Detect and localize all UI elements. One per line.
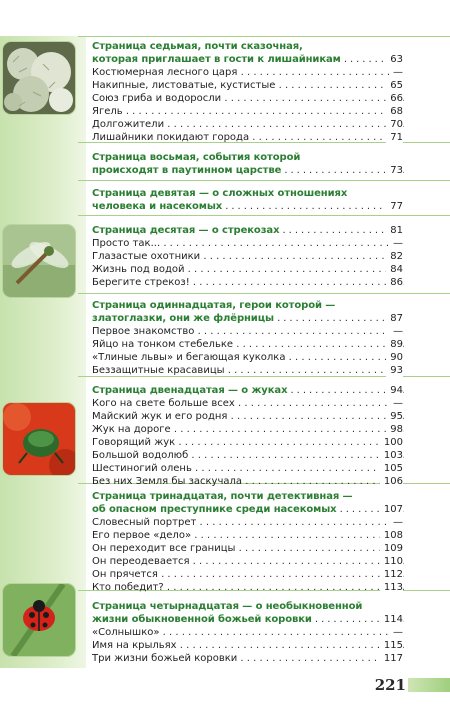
- toc-page-number: 94: [386, 384, 403, 397]
- toc-entry: Ягель . . .: [92, 105, 404, 118]
- toc-page-number: 77: [386, 200, 403, 213]
- toc-entry: «Солнышко» . . .: [92, 626, 404, 639]
- section-divider: [78, 36, 450, 37]
- toc-entry: Кого на свете больше всех . . .: [92, 397, 404, 410]
- toc-page-number: 108: [380, 529, 403, 542]
- toc-entry: Лишайники покидают города . . .: [92, 131, 404, 144]
- toc-page-number: —: [389, 626, 403, 639]
- toc-entry: Просто так... . . .: [92, 237, 404, 250]
- toc-page-number: 100: [380, 436, 403, 449]
- toc-entry: Его первое «дело» . . .: [92, 529, 404, 542]
- toc-entry: Долгожители . . .: [92, 118, 404, 131]
- page-number-bar: [408, 678, 450, 692]
- toc-page-number: 107: [380, 503, 403, 516]
- toc-page-number: 81: [386, 224, 403, 237]
- toc-page-number: 63: [386, 53, 403, 66]
- toc-page-number: 105: [380, 462, 403, 475]
- section-divider: [78, 293, 450, 294]
- toc-page-number: 117: [380, 652, 403, 665]
- toc-page-number: 113: [380, 581, 403, 594]
- toc-section-heading: Страница одиннадцатая, герои которой —: [92, 300, 336, 311]
- toc-section-heading: златоглазки, они же флёрницы . . .: [92, 312, 404, 325]
- toc-entry: Большой водолюб . . .: [92, 449, 404, 462]
- toc-section-heading: происходят в паутинном царстве . . .: [92, 164, 404, 177]
- toc-entry: Костюмерная лесного царя . . .: [92, 66, 404, 79]
- toc-page-number: —: [389, 325, 403, 338]
- toc-entry: Имя на крыльях . . .: [92, 639, 404, 652]
- toc-entry: Словесный портрет . . .: [92, 516, 404, 529]
- toc-entry: Говорящий жук . . .: [92, 436, 404, 449]
- toc-entry: Он переодевается . . .: [92, 555, 404, 568]
- toc-page-number: 68: [386, 105, 403, 118]
- beetle-photo: [3, 403, 75, 475]
- toc-page-number: 109: [380, 542, 403, 555]
- toc-page-number: —: [389, 397, 403, 410]
- toc-entry: Майский жук и его родня . . .: [92, 410, 404, 423]
- toc-entry: Без них Земля бы заскучала . . .: [92, 475, 404, 488]
- toc-page-number: —: [389, 66, 403, 79]
- toc-entry: Шестиногий олень . . .: [92, 462, 404, 475]
- toc-entry: Беззащитные красавицы . . .: [92, 364, 404, 377]
- toc-section-heading: жизни обыкновенной божьей коровки . . .: [92, 613, 404, 626]
- toc-entry: Берегите стрекоз! . . .: [92, 276, 404, 289]
- toc-page-number: 106: [380, 475, 403, 488]
- toc-entry: Три жизни божьей коровки . . .: [92, 652, 404, 665]
- toc-page-number: 71: [386, 131, 403, 144]
- toc-entry: Он прячется . . .: [92, 568, 404, 581]
- toc-section-heading: Страница восьмая, события которой: [92, 152, 301, 163]
- green-margin-band: [0, 36, 86, 668]
- toc-entry: Жизнь под водой . . .: [92, 263, 404, 276]
- toc-page-number: 93: [386, 364, 403, 377]
- toc-page-number: 70: [386, 118, 403, 131]
- toc-section-heading: об опасном преступнике среди насекомых . . .: [92, 503, 404, 516]
- page-number: 221: [374, 676, 406, 694]
- toc-section-heading: Страница четырнадцатая — о необыкновенной: [92, 601, 363, 612]
- toc-page-number: 115: [380, 639, 403, 652]
- ladybug-photo: [3, 584, 75, 656]
- toc-page-number: 82: [386, 250, 403, 263]
- toc-entry: Яйцо на тонком стебельке . . .: [92, 338, 404, 351]
- toc-page-number: 98: [386, 423, 403, 436]
- toc-page-number: 103: [380, 449, 403, 462]
- toc-entry: Жук на дороге . . .: [92, 423, 404, 436]
- toc-entry: Накипные, листоватые, кустистые . . .: [92, 79, 404, 92]
- toc-page-number: 90: [386, 351, 403, 364]
- section-divider: [78, 215, 450, 216]
- toc-page-number: 86: [386, 276, 403, 289]
- toc-entry: Союз гриба и водоросли . . .: [92, 92, 404, 105]
- dragonfly-photo: [3, 225, 75, 297]
- toc-page-number: 110: [380, 555, 403, 568]
- toc-page-number: 95: [386, 410, 403, 423]
- toc-section-heading: Страница десятая — о стрекозах . . .: [92, 224, 404, 237]
- toc-page-number: —: [389, 237, 403, 250]
- toc-section-heading: Страница седьмая, почти сказочная,: [92, 41, 303, 52]
- toc-page-number: 73: [386, 164, 403, 177]
- section-divider: [78, 180, 450, 181]
- toc-page-number: 65: [386, 79, 403, 92]
- toc-section-heading: которая приглашает в гости к лишайникам . . .: [92, 53, 404, 66]
- lichen-photo: [3, 42, 75, 114]
- toc-page-number: 89: [386, 338, 403, 351]
- toc-page-number: —: [389, 516, 403, 529]
- toc-section-heading: Страница тринадцатая, почти детективная —: [92, 491, 353, 502]
- toc-section-heading: Страница двенадцатая — о жуках . . .: [92, 384, 404, 397]
- toc-entry: «Тлиные львы» и бегающая куколка . . .: [92, 351, 404, 364]
- toc-entry: Первое знакомство . . .: [92, 325, 404, 338]
- toc-section-heading: человека и насекомых . . .: [92, 200, 404, 213]
- toc-section-heading: Страница девятая — о сложных отношениях: [92, 188, 348, 199]
- toc-page-number: 84: [386, 263, 403, 276]
- toc-page-number: 87: [386, 312, 403, 325]
- toc-entry: Он переходит все границы . . .: [92, 542, 404, 555]
- toc-entry: Кто победит? . . .: [92, 581, 404, 594]
- toc-page-number: 66: [386, 92, 403, 105]
- toc-page-number: 114: [380, 613, 403, 626]
- toc-entry: Глазастые охотники . . .: [92, 250, 404, 263]
- toc-page-number: 112: [380, 568, 403, 581]
